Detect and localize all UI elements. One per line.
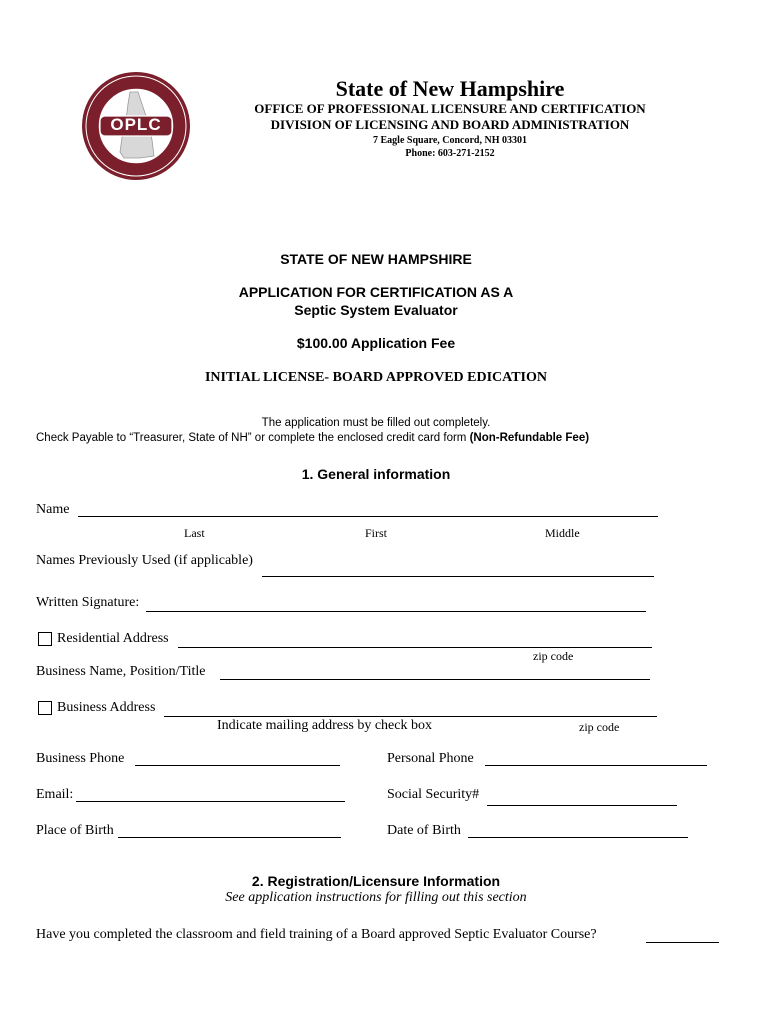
place-of-birth-field[interactable] (118, 837, 341, 838)
business-address-field[interactable] (164, 716, 657, 717)
place-of-birth-label: Place of Birth (36, 823, 114, 838)
section-general-information-heading: 1. General information (301, 466, 451, 482)
header-division-name: DIVISION OF LICENSING AND BOARD ADMINISTRATION (270, 117, 630, 132)
name-last-caption: Last (184, 526, 205, 540)
social-security-field[interactable] (487, 805, 677, 806)
email-label: Email: (36, 787, 74, 802)
septic-course-question: Have you completed the classroom and field training of a Board approved Septic Evaluator Course? (36, 927, 597, 942)
written-signature-label: Written Signature: (36, 595, 140, 610)
previous-names-label: Names Previously Used (if applicable) (36, 553, 253, 568)
date-of-birth-field[interactable] (468, 837, 688, 838)
residential-address-checkbox[interactable] (38, 632, 52, 646)
section-registration-note: See application instructions for filling out this section (225, 890, 527, 905)
instructions-payable-text: Check Payable to “Treasurer, State of NH” or complete the enclosed credit card form (36, 432, 470, 444)
title-fee: $100.00 Application Fee (296, 335, 456, 351)
business-name-label: Business Name, Position/Title (36, 664, 206, 679)
instructions-line1: The application must be filled out completely. (261, 417, 491, 429)
social-security-label: Social Security# (387, 787, 480, 802)
instructions-line2 (36, 432, 756, 444)
title-license-type: INITIAL LICENSE- BOARD APPROVED EDICATION (204, 370, 548, 385)
title-application: APPLICATION FOR CERTIFICATION AS A (238, 284, 514, 300)
septic-course-answer-field[interactable] (646, 942, 719, 943)
business-address-label: Business Address (57, 700, 156, 715)
previous-names-field[interactable] (262, 576, 654, 577)
header-phone: Phone: 603-271-2152 (405, 148, 495, 159)
header-address: 7 Eagle Square, Concord, NH 03301 (373, 135, 527, 146)
name-label: Name (36, 502, 70, 517)
non-refundable-note: (Non-Refundable Fee) (469, 432, 590, 444)
email-field[interactable] (76, 801, 345, 802)
section-registration-heading: 2. Registration/Licensure Information (251, 873, 501, 889)
business-zip-caption: zip code (579, 720, 620, 734)
business-phone-label: Business Phone (36, 751, 125, 766)
residential-address-label: Residential Address (57, 631, 169, 646)
header-office-name: OFFICE OF PROFESSIONAL LICENSURE AND CERTIFICATION (254, 101, 646, 116)
header-state-name: State of New Hampshire (335, 76, 565, 101)
business-address-checkbox[interactable] (38, 701, 52, 715)
date-of-birth-label: Date of Birth (387, 823, 461, 838)
residential-address-field[interactable] (178, 647, 652, 648)
written-signature-field[interactable] (146, 611, 646, 612)
residential-zip-caption: zip code (533, 649, 574, 663)
title-state: STATE OF NEW HAMPSHIRE (280, 251, 472, 267)
business-phone-field[interactable] (135, 765, 340, 766)
personal-phone-field[interactable] (485, 765, 707, 766)
business-name-field[interactable] (220, 679, 650, 680)
name-middle-caption: Middle (545, 526, 580, 540)
oplc-logo-text: OPLC (110, 115, 162, 134)
personal-phone-label: Personal Phone (387, 751, 474, 766)
name-field[interactable] (78, 516, 658, 517)
mailing-address-note: Indicate mailing address by check box (217, 718, 432, 733)
name-first-caption: First (365, 526, 388, 540)
title-profession: Septic System Evaluator (294, 302, 458, 318)
